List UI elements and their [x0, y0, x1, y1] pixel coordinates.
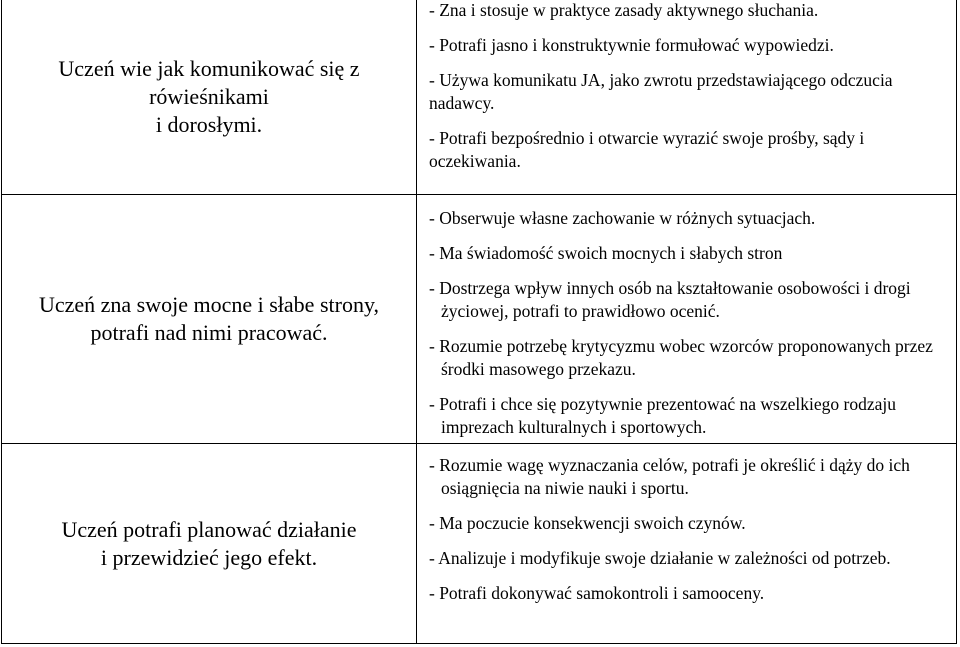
list-item: - Dostrzega wpływ innych osób na kształtowanie osobowości i drogi życiowej, potrafi to prawidłowo ocenić. — [429, 278, 911, 321]
row-items-strengths — [417, 195, 957, 444]
list-item: - Potrafi jasno i konstruktywnie formułować wypowiedzi. — [429, 35, 834, 55]
list-item: - Ma poczucie konsekwencji swoich czynów. — [429, 513, 746, 533]
row-items-communication — [417, 0, 957, 195]
list-item: - Rozumie wagę wyznaczania celów, potrafi je określić i dąży do ich osiągnięcia na niwie nauki i sportu. — [429, 455, 910, 498]
table-row — [2, 195, 957, 444]
table-row — [2, 444, 957, 644]
list-item: - Obserwuje własne zachowanie w różnych sytuacjach. — [429, 208, 816, 228]
heading-line: potrafi nad nimi pracować. — [90, 320, 328, 345]
list-item: - Używa komunikatu JA, jako zwrotu przedstawiającego odczucia nadawcy. — [429, 70, 893, 113]
list-item: - Potrafi i chce się pozytywnie prezentować na wszelkiego rodzaju imprezach kulturalnych i sportowych. — [429, 394, 896, 437]
list-item: - Analizuje i modyfikuje swoje działanie w zależności od potrzeb. — [429, 548, 891, 568]
list-item: - Ma świadomość swoich mocnych i słabych stron — [429, 243, 783, 263]
row-heading-planning — [2, 444, 417, 644]
list-item: - Potrafi dokonywać samokontroli i samooceny. — [429, 583, 765, 603]
list-item: - Potrafi bezpośrednio i otwarcie wyrazić swoje prośby, sądy i oczekiwania. — [429, 128, 865, 171]
heading-line: Uczeń zna swoje mocne i słabe strony, — [38, 292, 380, 317]
heading-line: i przewidzieć jego efekt. — [100, 544, 318, 570]
row-heading-communication — [2, 0, 417, 195]
heading-line: Uczeń wie jak komunikować się z — [58, 55, 360, 81]
heading-line: Uczeń potrafi planować działanie — [61, 516, 357, 542]
table-row — [2, 0, 957, 195]
heading-line: rówieśnikami — [149, 83, 269, 109]
list-item: - Rozumie potrzebę krytycyzmu wobec wzorców proponowanych przez środki masowego przekazu. — [429, 336, 933, 379]
list-item: - Zna i stosuje w praktyce zasady aktywnego słuchania. — [429, 0, 819, 20]
heading-line: i dorosłymi. — [155, 111, 263, 137]
row-heading-strengths — [2, 195, 417, 444]
row-items-planning — [417, 444, 957, 644]
competencies-table — [1, 0, 957, 644]
